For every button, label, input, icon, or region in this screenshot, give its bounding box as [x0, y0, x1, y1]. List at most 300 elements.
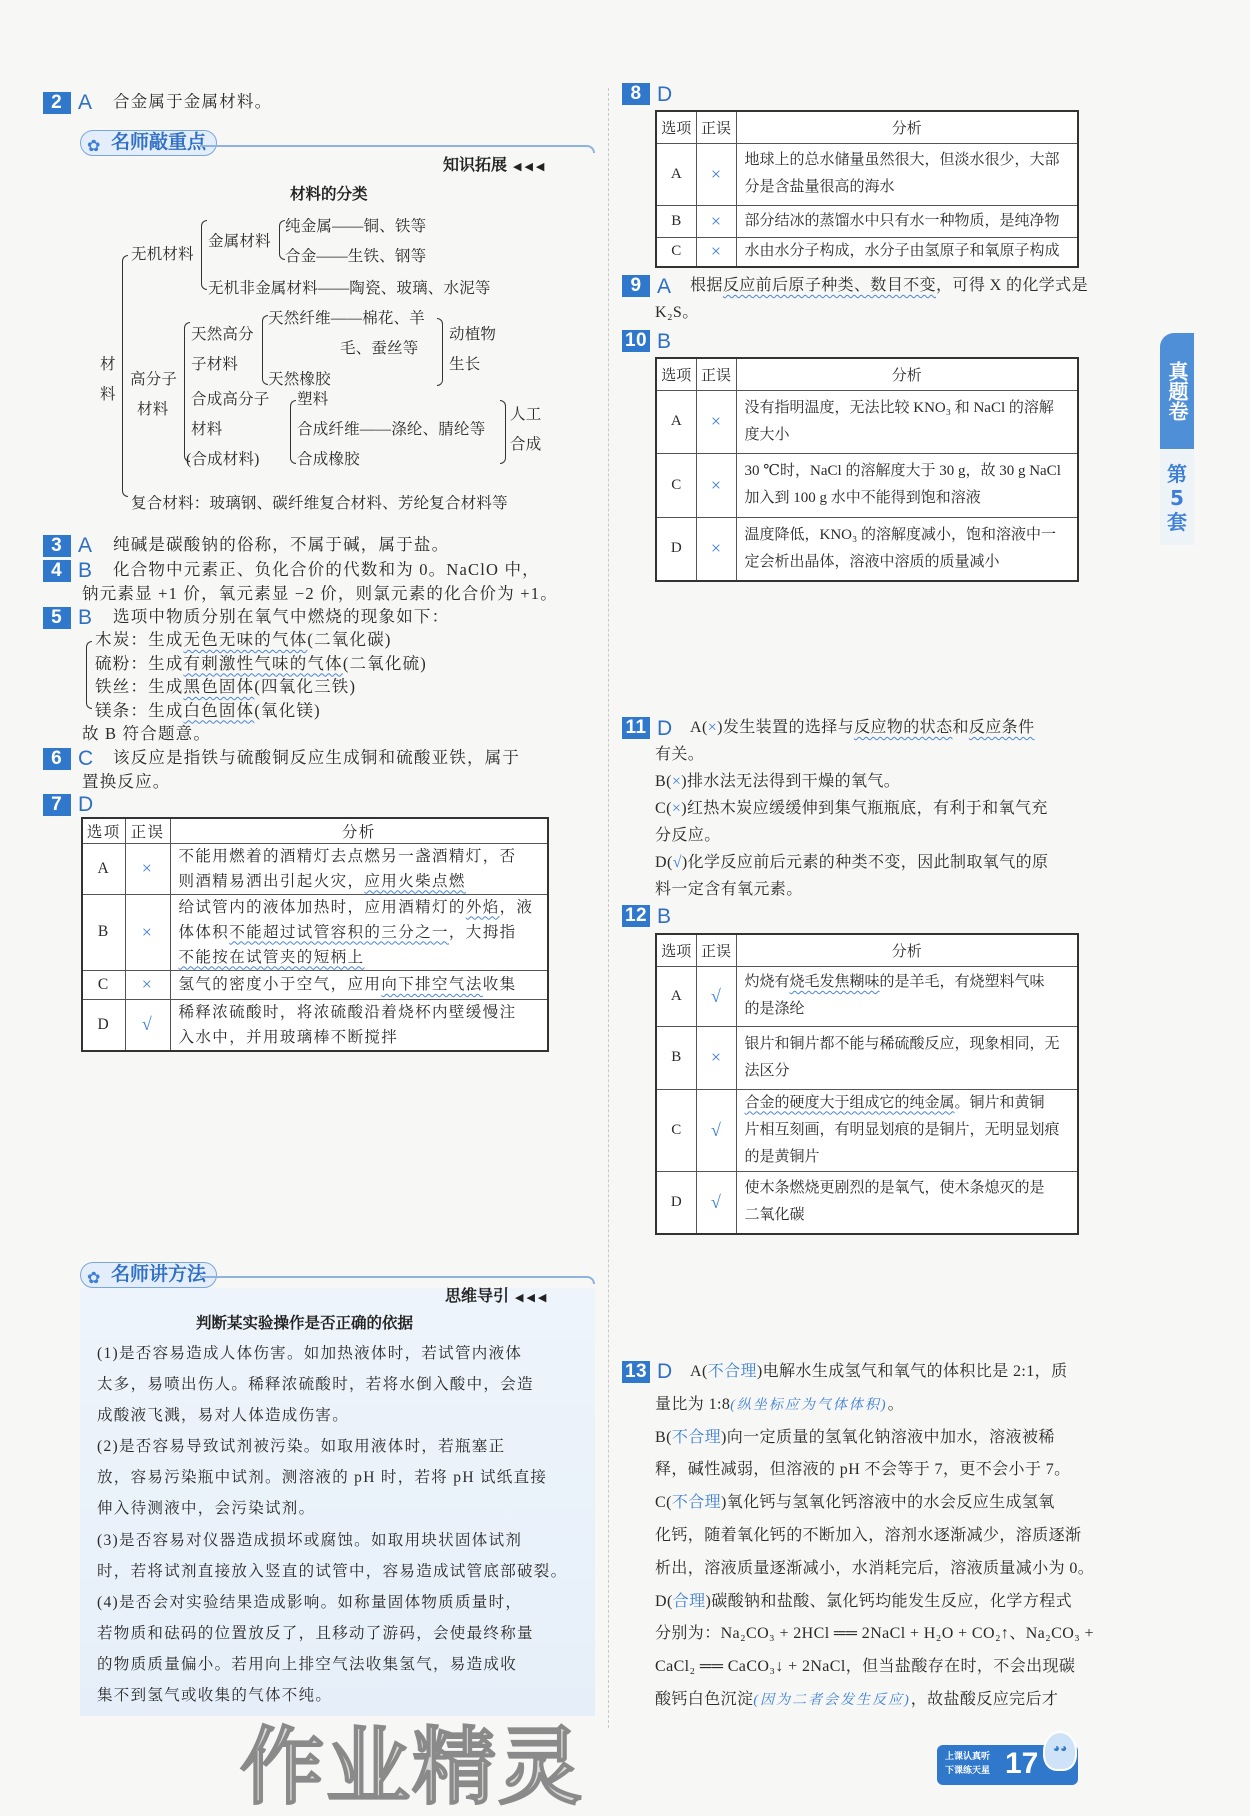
option-cell: B — [656, 205, 696, 237]
text-segment: 不能超过试管容积的三分之一 — [229, 923, 449, 941]
text-line: 定会析出晶体，溶液中溶质的质量减小 — [744, 553, 1000, 570]
text-line: 温度降低，KNO₃ 的溶解度减小，饱和溶液中一 — [744, 526, 1056, 543]
answer-11 — [622, 714, 1048, 903]
answer-body — [43, 582, 558, 606]
table-row — [656, 143, 1078, 205]
text-segment: (因为二者会发生反应) — [753, 1692, 911, 1708]
tree-node: 料 — [100, 386, 116, 403]
table-row — [82, 894, 548, 970]
answer-head — [43, 90, 273, 115]
table-row — [656, 237, 1078, 267]
analysis-cell — [736, 1171, 1078, 1234]
text-segment: 铁丝：生成 — [95, 677, 184, 696]
text-line: 料一定含有氧元素。 — [655, 881, 803, 898]
tree-node: 毛、蚕丝等 — [340, 340, 419, 357]
text-line: 若物质和砝码的位置放反了，且移动了游码，会使最终称量 — [97, 1624, 534, 1642]
text-segment: )排水法无法得到干燥的氧气。 — [681, 773, 901, 790]
side-tab-set — [1160, 450, 1194, 545]
text-line — [745, 1090, 1078, 1117]
text-segment: 。铜片和黄铜 — [954, 1094, 1045, 1111]
correctness-mark: × — [696, 205, 736, 237]
table-row — [656, 205, 1078, 237]
set-label: 第 — [1167, 462, 1187, 486]
tree-node: 无机材料 — [131, 246, 194, 263]
tree-node: 天然橡胶 — [268, 371, 331, 388]
text-line: 法区分 — [744, 1062, 790, 1079]
analysis-cell — [736, 1026, 1078, 1089]
text-segment: 的是羊毛，有烧塑料气味 — [879, 974, 1045, 990]
text-segment: B( — [655, 1428, 672, 1446]
table-header-cell: 选项 — [82, 818, 125, 843]
text-line: 集不到氢气或收集的气体不纯。 — [97, 1687, 333, 1705]
brace — [184, 322, 190, 462]
tag-thinking-guide — [445, 1283, 549, 1306]
text-line: 分反应。 — [655, 827, 721, 844]
option-cell: A — [656, 966, 696, 1026]
text-segment: 酸钙白色沉淀 — [655, 1690, 754, 1708]
option-cell: B — [656, 1026, 696, 1089]
question-number-badge: 9 — [622, 275, 650, 297]
brace — [86, 641, 92, 709]
tree-node: 天然高分 — [191, 326, 254, 343]
analysis-cell — [736, 517, 1078, 581]
tree-node: 动植物 — [449, 326, 497, 343]
tree-node: 塑料 — [297, 391, 329, 408]
text-line — [95, 628, 427, 652]
text-segment: ，可得 X 的化学式是 — [936, 277, 1088, 294]
page-number: 17 — [1005, 1747, 1039, 1780]
option-cell: C — [82, 970, 125, 999]
tree-node: 人工 — [510, 406, 542, 423]
question-number-badge: 2 — [43, 92, 71, 114]
table-header-row — [82, 818, 548, 843]
correctness-mark: × — [696, 1026, 736, 1089]
text-segment: ，大拇指 — [448, 923, 517, 941]
tree-node: (合成材料) — [186, 451, 260, 468]
text-segment: 白色固体 — [183, 700, 255, 720]
text-segment: 硫粉：生成 — [95, 653, 184, 673]
text-line: 成酸液飞溅，易对人体造成伤害。 — [97, 1407, 350, 1425]
table-header-cell: 分析 — [736, 358, 1078, 390]
text-segment: A( — [690, 719, 708, 736]
text-line — [179, 920, 548, 945]
text-segment: 反应条件 — [968, 719, 1035, 736]
correctness-mark: √ — [696, 1171, 736, 1234]
star-mascot-icon: ◕◕ — [1043, 1731, 1077, 1771]
option-cell: A — [656, 390, 696, 453]
text-line: 二氧化碳 — [744, 1207, 805, 1224]
text-segment: 反应前后原子种类、数目不变 — [722, 277, 937, 294]
text-segment: 量比为 1:8 — [655, 1395, 731, 1413]
text-line — [690, 1356, 1067, 1389]
watermark: 作业精灵 — [240, 1718, 585, 1816]
correctness-mark: × — [125, 894, 170, 970]
correctness-mark: × — [696, 453, 736, 517]
text-segment: )电解水生成氢气和氧气的体积比是 2:1，质 — [756, 1363, 1068, 1380]
analysis-cell — [736, 966, 1078, 1026]
analysis-cell — [170, 970, 548, 999]
text-segment: 反应物的状态 — [854, 719, 953, 736]
text-line: 水由水分子构成，水分子由氢原子和氧原子构成 — [744, 243, 1060, 260]
method-heading: 判断某实验操作是否正确的依据 — [196, 1314, 414, 1332]
text-line: 化合物中元素正、负化合价的代数和为 0。NaClO 中， — [113, 560, 540, 579]
text-line: 的是黄铜片 — [744, 1148, 820, 1165]
triple-arrow-icon: ◀◀◀ — [515, 1291, 550, 1304]
analysis-table — [655, 933, 1079, 1235]
text-line: 不能用燃着的酒精灯去点燃另一盏酒精灯，否 — [178, 847, 517, 865]
text-line — [655, 1389, 1094, 1422]
question-number-badge: 13 — [622, 1361, 650, 1383]
correctness-mark: × — [696, 143, 736, 205]
question-number-badge: 6 — [43, 748, 71, 770]
text-segment: 烧毛发焦糊味 — [789, 974, 880, 990]
table-header-cell: 分析 — [736, 111, 1078, 143]
text-line: 地球上的总水储量虽然很大，但淡水很少，大部 — [744, 152, 1060, 168]
brace — [122, 255, 128, 497]
text-segment: 木炭：生成 — [95, 630, 184, 649]
text-line — [95, 675, 427, 699]
text-line: 析出，溶液质量逐渐减小，水消耗完后，溶液质量减小为 0。 — [655, 1559, 1095, 1577]
answer-head — [622, 327, 671, 354]
answer-head — [622, 714, 1048, 741]
tree-node: 合成高分子 — [191, 391, 270, 408]
answer-letter: D — [657, 716, 673, 740]
text-line: 化钙，随着氧化钙的不断加入，溶剂水逐渐减少，溶质逐渐 — [655, 1526, 1082, 1544]
text-line: 银片和铜片都不能与稀硫酸反应，现象相同，无 — [744, 1035, 1060, 1052]
tree-node: 材料 — [191, 421, 223, 438]
table-row — [656, 1026, 1078, 1089]
table-header-cell: 选项 — [656, 358, 696, 390]
option-cell: D — [82, 999, 125, 1051]
correctness-mark: √ — [125, 999, 170, 1051]
answer-12 — [622, 902, 671, 929]
text-segment: 外焰 — [465, 898, 500, 916]
answer-5 — [43, 605, 450, 630]
analysis-cell — [170, 999, 548, 1051]
text-segment: D( — [655, 1592, 673, 1610]
answer-10 — [622, 327, 671, 354]
text-line: 合金属于金属材料。 — [113, 92, 273, 111]
method-body — [97, 1338, 567, 1711]
text-line: 片相互刻画，有明显划痕的是铜片，无明显划痕 — [744, 1121, 1060, 1138]
table-header-cell: 正误 — [696, 934, 736, 966]
text-line — [179, 869, 548, 894]
tree-node: 无机非金属材料——陶瓷、玻璃、水泥等 — [208, 280, 491, 297]
page-footer — [937, 1741, 1078, 1785]
text-segment: 体体积 — [178, 923, 230, 941]
side-tab-title: 真题卷 — [1165, 361, 1189, 421]
analysis-cell — [736, 143, 1078, 205]
text-line: 纯碱是碳酸钠的俗称，不属于碱，属于盐。 — [113, 535, 450, 554]
answer-letter: B — [78, 606, 94, 630]
text-line: 时，若将试剂直接放入竖直的试管中，容易造成试管底部破裂。 — [97, 1562, 568, 1580]
option-cell: A — [656, 143, 696, 205]
tree-node: 生长 — [449, 356, 481, 373]
text-line: CaCl₂ ══ CaCO₃↓ + 2NaCl，但当盐酸存在时，不会出现碳 — [655, 1658, 1076, 1676]
text-line — [655, 1422, 1094, 1455]
text-segment: ，液 — [499, 898, 534, 916]
text-segment: (四氧化三铁) — [254, 677, 357, 696]
correctness-mark: √ — [696, 966, 736, 1026]
text-segment: 黑色固体 — [183, 677, 255, 696]
teacher-icon: ✿ — [87, 136, 101, 155]
text-line: 部分结冰的蒸馏水中只有水一种物质，是纯净物 — [744, 212, 1060, 229]
table-header-row — [656, 358, 1078, 390]
diagram-title: 材料的分类 — [290, 185, 368, 203]
text-line: 的物质质量偏小。若用向上排空气法收集氢气，易造成收 — [97, 1655, 518, 1673]
question-number-badge: 12 — [622, 905, 650, 927]
text-line: 稀释浓硫酸时，将浓硫酸沿着烧杯内壁缓慢注 — [178, 1003, 517, 1021]
option-cell: B — [82, 894, 125, 970]
table-header-cell: 正误 — [125, 818, 170, 843]
text-segment: √ — [672, 854, 682, 871]
answer-7 — [43, 792, 94, 816]
text-line — [690, 272, 1088, 299]
text-line — [95, 652, 427, 676]
text-line: (1)是否容易造成人体伤害。如加热液体时，若试管内液体 — [97, 1345, 523, 1362]
answer-body — [43, 770, 171, 794]
table-header-cell: 选项 — [656, 111, 696, 143]
text-segment: (氧化镁) — [254, 700, 321, 720]
table-row — [656, 1171, 1078, 1234]
teacher-icon: ✿ — [87, 1268, 101, 1287]
text-line — [655, 849, 1048, 876]
text-segment: × — [671, 800, 682, 817]
tree-node: 子材料 — [191, 356, 239, 373]
table-header-cell: 分析 — [736, 934, 1078, 966]
table-header-cell: 正误 — [696, 111, 736, 143]
option-cell: C — [656, 1089, 696, 1171]
answer-4 — [43, 558, 558, 605]
table-header-cell: 正误 — [696, 358, 736, 390]
text-line — [655, 1684, 1094, 1717]
brace — [290, 400, 296, 464]
text-segment: D( — [655, 854, 673, 871]
text-line — [745, 969, 1078, 996]
text-segment: C( — [655, 1494, 672, 1512]
tag-knowledge-extension — [443, 152, 547, 175]
text-line — [179, 972, 548, 997]
text-line: 太多，易喷出伤人。稀释浓硫酸时，若将水倒入酸中，会造 — [97, 1376, 534, 1394]
text-line — [655, 768, 1048, 795]
text-segment: 。 — [887, 1395, 904, 1413]
column-divider — [608, 88, 609, 1728]
question-number-badge: 5 — [43, 607, 71, 629]
text-line: 释，碱性减弱，但溶液的 pH 不会等于 7，更不会小于 7。 — [655, 1461, 1071, 1479]
text-segment: 不合理 — [671, 1494, 722, 1512]
text-line — [179, 945, 548, 970]
text-segment: 无色无味的气体 — [183, 630, 308, 649]
text-segment: 根据 — [690, 277, 723, 294]
answer-letter: C — [78, 747, 95, 771]
brace — [437, 318, 443, 386]
text-segment: )碳酸钠和盐酸、氯化钙均能发生反应，化学方程式 — [705, 1592, 1073, 1610]
section-header-key-points — [80, 130, 217, 156]
text-line — [95, 699, 427, 723]
tree-node: 合金——生铁、钢等 — [285, 248, 427, 265]
answer-head — [622, 902, 671, 929]
table-header-row — [656, 111, 1078, 143]
answer-6 — [43, 746, 521, 793]
text-segment: C( — [655, 800, 672, 817]
tag-label: 思维导引 — [445, 1286, 510, 1305]
text-line: 使木条燃烧更剧烈的是氧气，使木条熄灭的是 — [744, 1180, 1045, 1197]
tree-node: 合成纤维——涤纶、腈纶等 — [297, 421, 486, 438]
analysis-cell — [170, 843, 548, 894]
analysis-cell — [736, 205, 1078, 237]
answer-letter: A — [657, 274, 672, 298]
text-segment: 给试管内的液体加热时，应用酒精灯的 — [178, 898, 466, 916]
text-line — [655, 1487, 1094, 1520]
text-segment: × — [707, 719, 718, 736]
text-segment: ，故盐酸反应完后才 — [910, 1690, 1059, 1708]
analysis-cell — [170, 894, 548, 970]
tree-node: 材 — [100, 356, 116, 373]
text-segment: 收集 — [482, 976, 517, 993]
text-line: 30 ℃时，NaCl 的溶解度大于 30 g，故 30 g NaCl — [744, 463, 1061, 479]
analysis-cell — [736, 390, 1078, 453]
table-row — [82, 970, 548, 999]
table-row — [656, 390, 1078, 453]
correctness-mark: × — [125, 843, 170, 894]
text-line: (4)是否会对实验结果造成影响。如称量固体物质质量时， — [97, 1593, 523, 1611]
text-line: 度大小 — [744, 426, 790, 443]
table-row — [656, 517, 1078, 581]
correctness-mark: × — [696, 237, 736, 267]
answer-head — [43, 605, 450, 630]
text-segment: 镁条：生成 — [95, 700, 184, 720]
text-line — [655, 1586, 1094, 1619]
text-segment: 应用火柴点燃 — [364, 872, 466, 890]
answer-head — [622, 272, 1088, 299]
text-segment: 有刺激性气味的气体 — [183, 653, 343, 673]
text-segment: 不合理 — [671, 1428, 722, 1446]
correctness-mark: × — [696, 517, 736, 581]
text-line: 分是含盐量很高的海水 — [744, 179, 895, 195]
section-title: 名师敲重点 — [111, 131, 207, 153]
tree-node: 合成橡胶 — [297, 451, 360, 468]
brace — [201, 220, 207, 290]
option-cell: D — [656, 1171, 696, 1234]
text-line: 有关。 — [655, 746, 705, 763]
question-number-badge: 3 — [43, 535, 71, 557]
answer-body — [622, 1389, 1094, 1717]
table-header-cell: 分析 — [170, 818, 548, 843]
text-line: (3)是否容易对仪器造成损坏或腐蚀。如取用块状固体试剂 — [97, 1531, 523, 1549]
text-segment: A( — [690, 1363, 708, 1380]
answer-head — [43, 746, 521, 771]
analysis-table — [81, 817, 549, 1052]
question-number-badge: 7 — [43, 794, 71, 816]
text-line: K₂S。 — [655, 304, 699, 321]
set-label: 套 — [1167, 510, 1187, 534]
answer-letter: D — [78, 793, 95, 817]
text-segment: )氧化钙与氢氧化钙溶液中的水会反应生成氢氧 — [721, 1494, 1055, 1512]
tree-node: 金属材料 — [208, 233, 271, 250]
question-number-badge: 4 — [43, 560, 71, 582]
text-line: 加入到 100 g 水中不能得到饱和溶液 — [744, 490, 981, 506]
side-tab-real-exam[interactable] — [1160, 333, 1194, 449]
answer-9 — [622, 272, 1088, 326]
answer-head — [622, 1356, 1094, 1389]
tree-node: 纯金属——铜、铁等 — [285, 218, 427, 235]
answer-2 — [43, 90, 273, 115]
text-line: 选项中物质分别在氧气中燃烧的现象如下： — [113, 607, 450, 626]
table-header-cell: 选项 — [656, 934, 696, 966]
answer-letter: A — [78, 91, 94, 115]
table-row — [656, 966, 1078, 1026]
text-segment: 灼烧有 — [744, 974, 790, 990]
text-segment: )向一定质量的氢氧化钠溶液中加水，溶液被稀 — [721, 1428, 1055, 1446]
set-number: 5 — [1170, 486, 1184, 510]
section-title: 名师讲方法 — [111, 1263, 207, 1285]
text-line: 该反应是指铁与硫酸铜反应生成铜和硫酸亚铁，属于 — [113, 748, 521, 767]
table-row — [82, 999, 548, 1051]
correctness-mark: × — [696, 390, 736, 453]
text-segment: (二氧化碳) — [307, 630, 392, 649]
combustion-phenomena-list — [95, 628, 427, 722]
text-segment: 合理 — [672, 1592, 706, 1610]
text-line — [655, 795, 1048, 822]
text-segment: 不能按在试管夹的短柄上 — [178, 948, 365, 966]
tree-node: 高分子 — [130, 371, 178, 388]
answer-head — [43, 792, 94, 816]
text-line: 放，容易污染瓶中试剂。测溶液的 pH 时，若将 pH 试纸直接 — [97, 1469, 548, 1487]
text-segment: )发生装置的选择与 — [717, 719, 855, 736]
option-cell: D — [656, 517, 696, 581]
answer-letter: D — [657, 82, 673, 106]
answer-13 — [622, 1356, 1094, 1717]
tree-node: 材料 — [137, 401, 169, 418]
analysis-cell — [736, 1089, 1078, 1171]
text-line: 的是涤纶 — [744, 1001, 805, 1017]
text-line: 钠元素显 +1 价，氧元素显 −2 价，则氯元素的化合价为 +1。 — [82, 583, 558, 603]
answer-letter: D — [657, 1360, 673, 1383]
tree-node: 天然纤维——棉花、羊 — [268, 310, 426, 327]
answer-letter: A — [78, 534, 94, 558]
text-segment: 向下排空气法 — [381, 976, 483, 993]
answer-body — [622, 299, 699, 326]
text-line: 入水中，并用玻璃棒不断搅拌 — [178, 1028, 399, 1046]
text-segment: 氢气的密度小于空气，应用 — [178, 976, 382, 993]
correctness-mark: × — [125, 970, 170, 999]
answer-head — [43, 533, 450, 558]
analysis-cell — [736, 453, 1078, 517]
answer-letter: B — [657, 329, 672, 353]
table-row — [656, 1089, 1078, 1171]
answer-3 — [43, 533, 450, 558]
text-line: 伸入待测液中，会污染试剂。 — [97, 1500, 316, 1518]
slogan-line: 下课练天星 — [945, 1766, 991, 1776]
text-segment: (纵坐标应为气体体积) — [730, 1397, 888, 1413]
question-number-badge: 11 — [622, 717, 650, 739]
table-row — [82, 843, 548, 894]
table-header-row — [656, 934, 1078, 966]
text-line — [690, 714, 1034, 741]
option-cell: C — [656, 453, 696, 517]
text-line: 没有指明温度，无法比较 KNO₃ 和 NaCl 的溶解 — [744, 399, 1054, 416]
tag-label: 知识拓展 — [443, 155, 508, 174]
analysis-cell — [736, 237, 1078, 267]
slogan-line: 上课认真听 — [945, 1752, 991, 1762]
analysis-table — [655, 357, 1079, 582]
text-segment: 不合理 — [707, 1363, 757, 1380]
section-header-method — [80, 1262, 217, 1288]
answer-head — [43, 558, 558, 582]
answer-body — [622, 741, 1048, 903]
answer-5-conclusion: 故 B 符合题意。 — [82, 724, 212, 743]
option-cell: A — [82, 843, 125, 894]
